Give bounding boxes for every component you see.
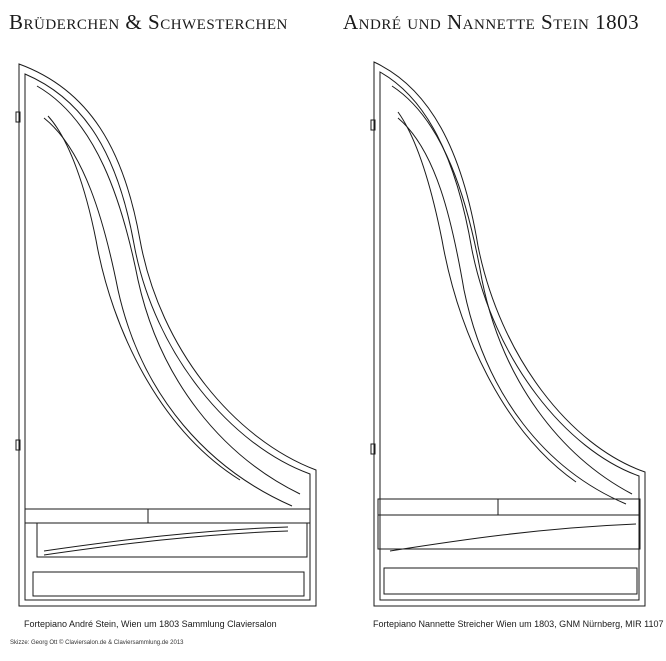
left-caption: Fortepiano André Stein, Wien um 1803 Sammlung Claviersalon bbox=[24, 619, 277, 629]
right-fortepiano-outline bbox=[371, 62, 645, 606]
right-title: André und Nannette Stein 1803 bbox=[343, 10, 640, 34]
left-title: Brüderchen & Schwesterchen bbox=[9, 10, 288, 34]
right-caption: Fortepiano Nannette Streicher Wien um 1803, GNM Nürnberg, MIR 1107 bbox=[373, 619, 664, 629]
left-fortepiano-outline bbox=[16, 64, 316, 606]
credit-line: Skizze: Georg Ott © Claviersalon.de & Claviersammlung.de 2013 bbox=[10, 640, 184, 646]
